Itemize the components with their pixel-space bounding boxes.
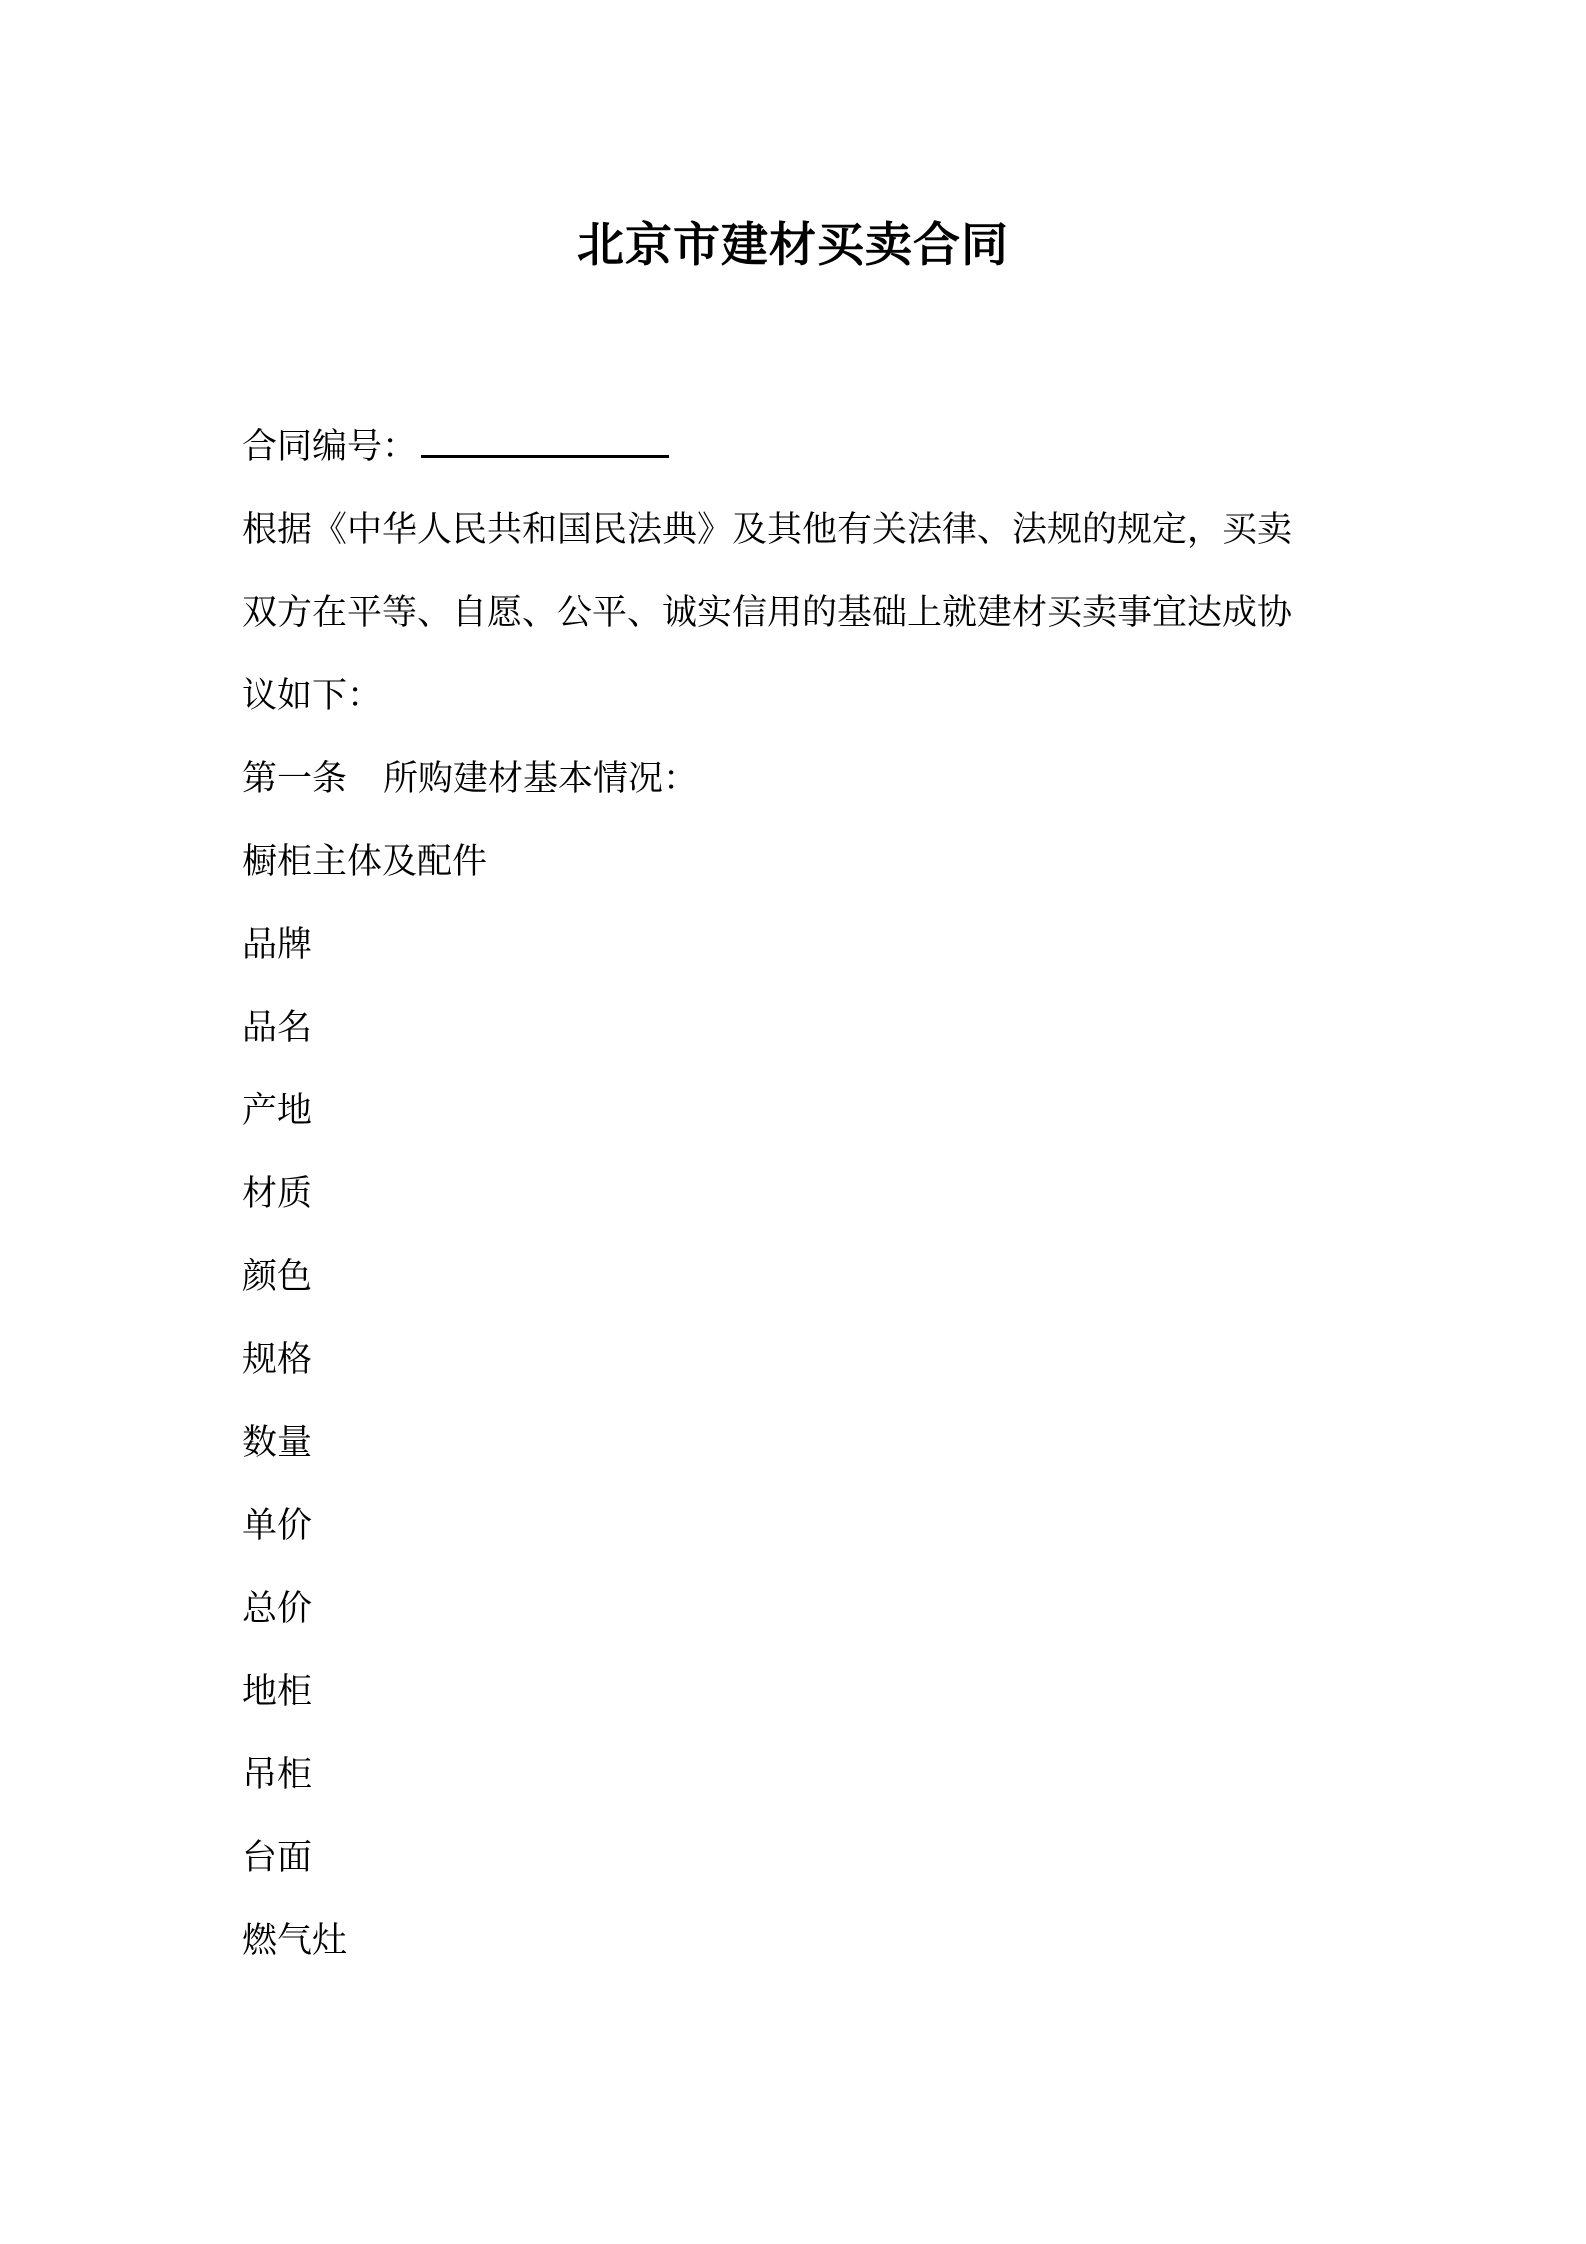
item-line: 品名: [242, 1008, 313, 1048]
item-line: 橱柜主体及配件: [242, 842, 488, 882]
item-line: 总价: [242, 1589, 313, 1629]
item-line: 台面: [242, 1838, 313, 1878]
preamble-line: 议如下：: [242, 676, 383, 716]
preamble-line: 根据《中华人民共和国民法典》及其他有关法律、法规的规定，买卖: [242, 510, 1293, 550]
item-line: 材质: [242, 1174, 313, 1214]
item-line: 地柜: [242, 1672, 313, 1712]
document-title: 北京市建材买卖合同: [577, 218, 1009, 273]
item-line: 规格: [242, 1340, 313, 1380]
item-line: 产地: [242, 1091, 313, 1131]
article-1-line: [242, 738, 1362, 821]
article-1-number: 第一条: [242, 759, 348, 799]
item-line: 燃气灶: [242, 1921, 348, 1961]
document-body: [242, 406, 1362, 1983]
contract-number-label: 合同编号：: [242, 427, 418, 467]
item-line: 数量: [242, 1423, 313, 1463]
contract-number-blank: [421, 425, 669, 458]
contract-number-line: [242, 406, 1362, 489]
item-line: 吊柜: [242, 1755, 313, 1795]
item-line: 品牌: [242, 925, 313, 965]
item-line: 颜色: [242, 1257, 313, 1297]
article-1-heading: 所购建材基本情况：: [383, 759, 699, 799]
preamble-line: 双方在平等、自愿、公平、诚实信用的基础上就建材买卖事宜达成协: [242, 593, 1293, 633]
item-line: 单价: [242, 1506, 313, 1546]
